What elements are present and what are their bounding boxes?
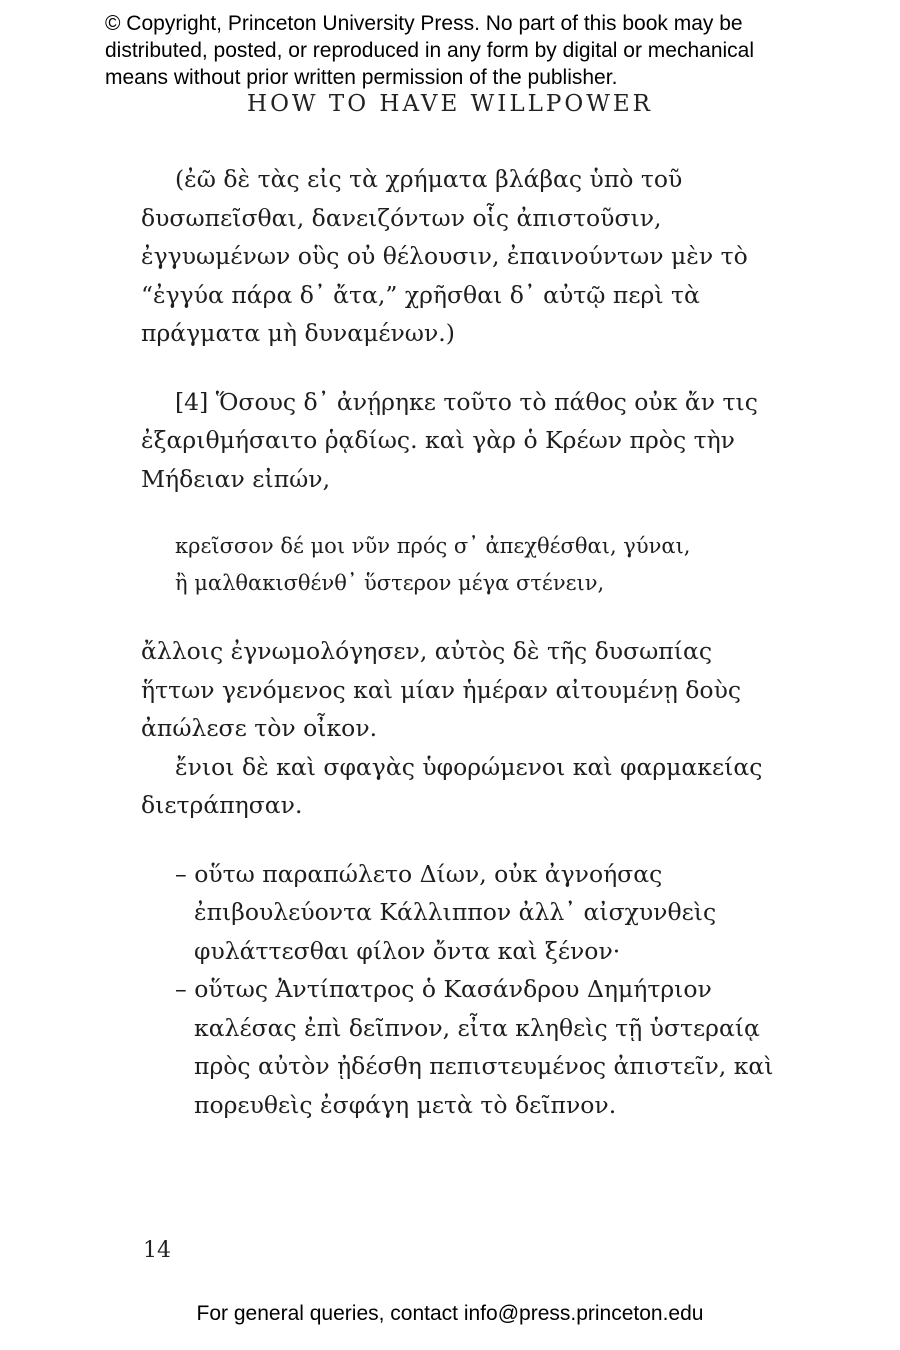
paragraph-examples-intro: ἔνιοι δὲ καὶ σφαγὰς ὑφορώμενοι καὶ φαρμακείας διετράπησαν. [141,752,763,819]
footer-contact: For general queries, contact info@press.princeton.edu [196,1302,704,1325]
list-item: – οὕτως Ἀντίπατρος ὁ Κασάνδρου Δημήτριον καλέσας ἐπὶ δεῖπνον, εἶτα κληθεὶς τῇ ὑστεραίᾳ πρὸς αὐτὸν ᾐδέσθη πεπιστευμένος ἀπιστεῖν, καὶ πορευθεὶς ἐσφάγη μετὰ τὸ δεῖπνον. [175,975,774,1119]
copyright-notice: © Copyright, Princeton University Press. No part of this book may be distributed, posted, or reproduced in any form by digital or mechanical means without prior written permission of the publisher. [105,12,755,89]
verse-quotation [175,528,781,602]
example-list [141,855,781,1125]
paragraph-continuation: ἄλλοις ἐγνωμολόγησεν, αὐτὸς δὲ τῆς δυσωπίας ἥττων γενόμενος καὶ μίαν ἡμέραν αἰτουμένῃ δοὺς ἀπώλεσε τὸν οἶκον. [141,637,742,742]
list-item: – οὕτω παραπώλετο Δίων, οὐκ ἀγνοήσας ἐπιβουλεύοντα Κάλλιππον ἀλλ᾽ αἰσχυνθεὶς φυλάττεσθαι φίλον ὄντα καὶ ξένον· [175,859,717,965]
verse-line: ἢ μαλθακισθένθ᾽ ὕστερον μέγα στένειν, [175,571,605,595]
running-head: HOW TO HAVE WILLPOWER [247,91,653,117]
paragraph-parenthetical: (ἐῶ δὲ τὰς εἰς τὰ χρήματα βλάβας ὑπὸ τοῦ δυσωπεῖσθαι, δανειζόντων οἷς ἀπιστοῦσιν, ἐγγυωμένων οὓς οὐ θέλουσιν, ἐπαινούντων μὲν τὸ “ἐγγύα πάρα δ᾽ ἄτα,” χρῆσθαι δ᾽ αὐτῷ περὶ τὰ πράγματα μὴ δυναμένων.) [141,165,748,347]
page-body [141,160,781,1124]
verse-line: κρεῖσσον δέ μοι νῦν πρός σ᾽ ἀπεχθέσθαι, γύναι, [175,534,691,558]
paragraph-section-4: [4] Ὅσους δ᾽ ἀνῄρηκε τοῦτο τὸ πάθος οὐκ ἄν τις ἐξαριθμήσαιτο ῥᾳδίως. καὶ γὰρ ὁ Κρέων πρὸς τὴν Μήδειαν εἰπών, [141,387,758,493]
page-number: 14 [143,1238,171,1263]
